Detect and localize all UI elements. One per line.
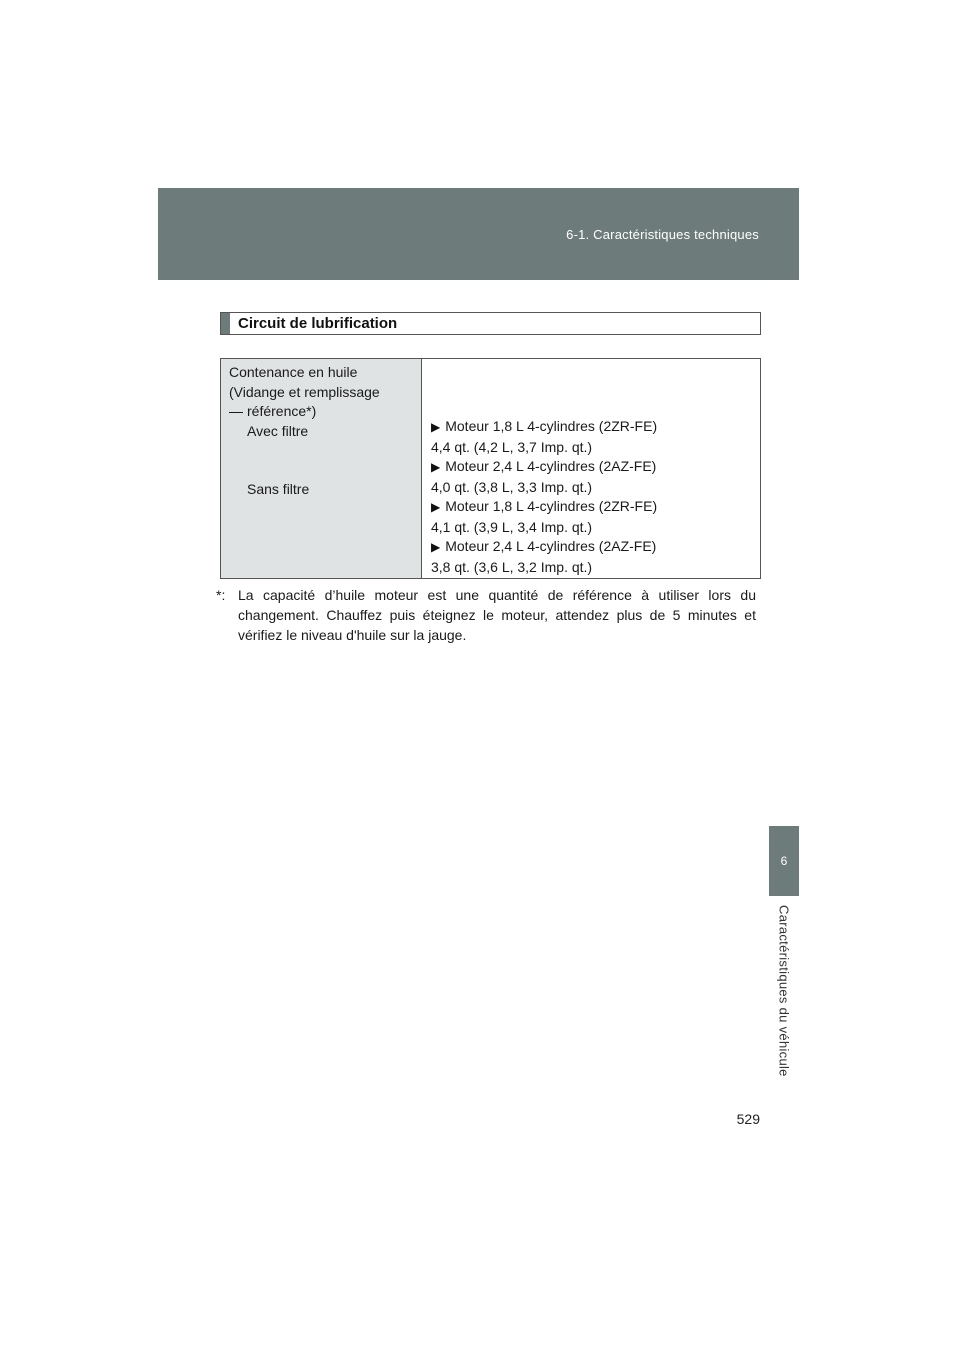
without-filter-label: Sans filtre bbox=[247, 481, 310, 497]
capacity-value: 4,4 qt. (4,2 L, 3,7 Imp. qt.) bbox=[431, 438, 593, 455]
header-band bbox=[158, 188, 799, 280]
engine-line: ▶ Moteur 2,4 L 4-cylindres (2AZ-FE) bbox=[431, 458, 657, 474]
section-label: 6-1. Caractéristiques techniques bbox=[566, 227, 759, 242]
page-number: 529 bbox=[736, 1111, 760, 1127]
capacity-value: 4,0 qt. (3,8 L, 3,3 Imp. qt.) bbox=[431, 478, 593, 495]
table-value-column bbox=[422, 359, 760, 578]
right-triangle-icon: ▶ bbox=[431, 500, 441, 514]
chapter-tab bbox=[769, 826, 799, 896]
label-line: Contenance en huile bbox=[229, 364, 358, 380]
section-title: Circuit de lubrification bbox=[238, 315, 398, 332]
chapter-title: Caractéristiques du véhicule bbox=[776, 905, 792, 1077]
footnote-marker: *: bbox=[216, 587, 226, 603]
heading-accent-bar bbox=[221, 313, 230, 334]
table-label-column bbox=[221, 359, 422, 578]
footnote-text: La capacité d’huile moteur est une quantité de référence à utiliser lors du changement. Chauffez puis éteignez le moteur, attendez plus de 5 minutes et vérifiez le niveau d'huile sur la jauge. bbox=[238, 587, 756, 643]
engine-line: ▶ Moteur 1,8 L 4-cylindres (2ZR-FE) bbox=[431, 498, 658, 514]
label-line: (Vidange et remplissage bbox=[229, 383, 380, 400]
footnote bbox=[216, 585, 756, 645]
oil-capacity-table bbox=[220, 358, 761, 579]
dash-icon bbox=[229, 412, 243, 413]
with-filter-label: Avec filtre bbox=[247, 422, 309, 439]
right-triangle-icon: ▶ bbox=[431, 420, 441, 434]
right-triangle-icon: ▶ bbox=[431, 460, 441, 474]
label-line: référence*) bbox=[229, 402, 421, 422]
capacity-value: 4,1 qt. (3,9 L, 3,4 Imp. qt.) bbox=[431, 518, 593, 535]
right-triangle-icon: ▶ bbox=[431, 540, 441, 554]
engine-line: ▶ Moteur 1,8 L 4-cylindres (2ZR-FE) bbox=[431, 418, 658, 434]
section-heading bbox=[220, 312, 761, 335]
engine-line: ▶ Moteur 2,4 L 4-cylindres (2AZ-FE) bbox=[431, 538, 657, 554]
capacity-value: 3,8 qt. (3,6 L, 3,2 Imp. qt.) bbox=[431, 558, 593, 575]
chapter-number: 6 bbox=[780, 854, 788, 868]
